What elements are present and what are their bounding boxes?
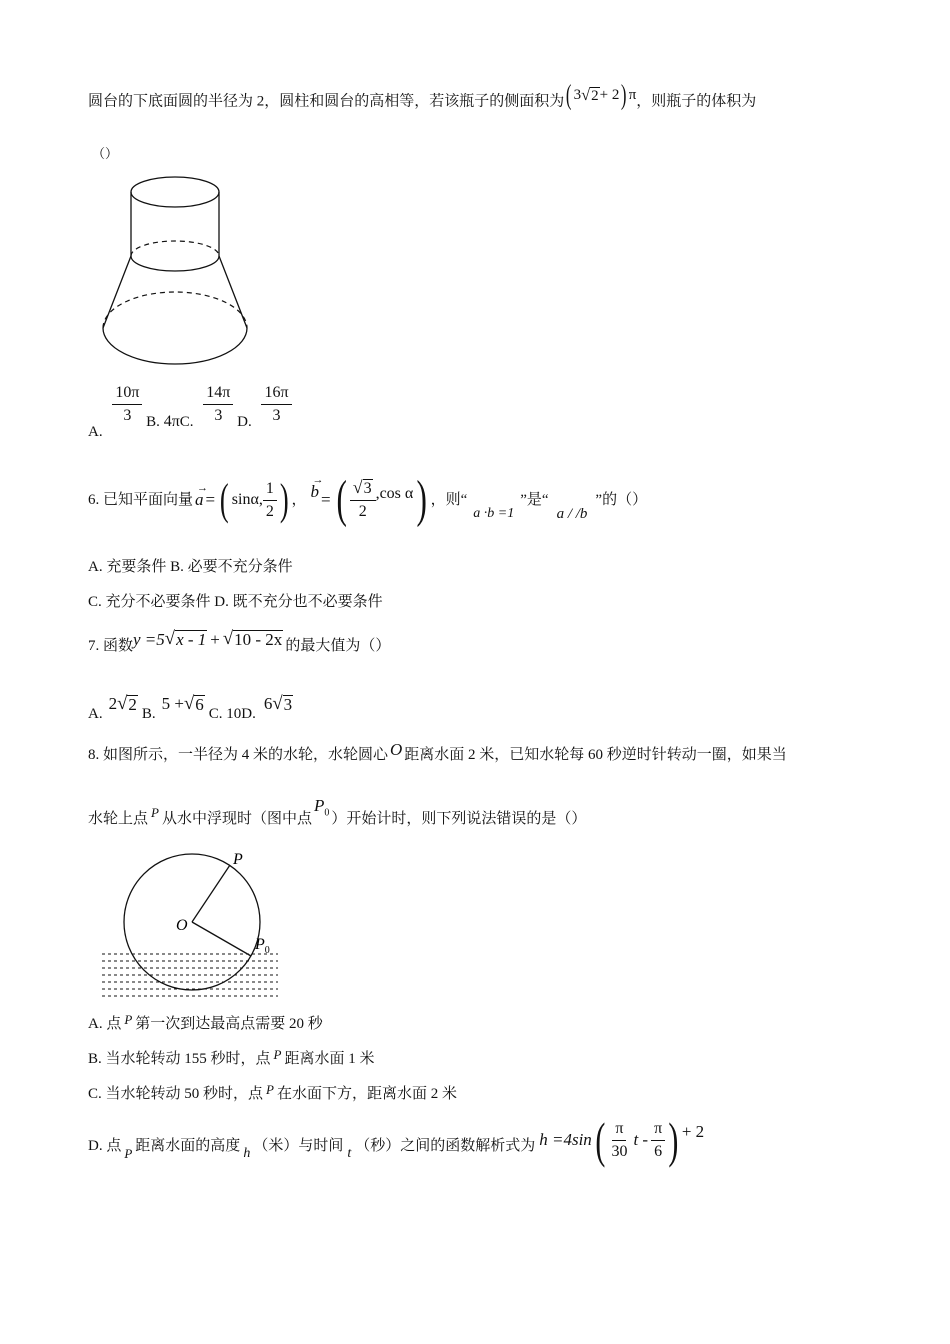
q6-end: ”的（）	[595, 492, 648, 508]
q8-option-d-P: P	[124, 1146, 133, 1161]
q8-option-d-t: t	[347, 1146, 352, 1161]
wheel-label-P: P	[233, 851, 243, 868]
q5-sqrt: √ 2	[581, 85, 599, 105]
q7-function-lhs: y =5	[133, 630, 165, 649]
q5-answer-bracket: （）	[92, 146, 119, 161]
q8-stem-line-1: 8. 如图所示，一半径为 4 米的水轮，水轮圆心 O 距离水面 2 米，已知水轮每 60 秒逆时针转动一圈，如果当	[88, 740, 787, 763]
q6-comma: ，	[291, 492, 307, 508]
q6-number: 6. 已知平面向量	[88, 492, 194, 508]
q5-stem-part2: ，则瓶子的体积为	[636, 93, 757, 110]
q7-end: 的最大值为（）	[285, 638, 391, 654]
q6-options-cd: C. 充分不必要条件 D. 既不充分也不必要条件	[88, 594, 383, 610]
q8-option-b: B. 当水轮转动 155 秒时，点 P 距离水面 1 米	[88, 1047, 375, 1067]
q6-condition-parallel: a / /b	[556, 506, 588, 522]
q7-option-c-d-labels: C. 10D.	[208, 706, 256, 722]
q5-options	[88, 384, 292, 440]
bottle-figure	[95, 172, 265, 372]
q6-vector-b: → b	[310, 474, 324, 501]
q8-option-d: D. 点 P 距离水面的高度 h （米）与时间 t （秒）之间的函数解析式为 h =4sin ( $\frac{\pi}{30}$ t - $\frac{\pi}{6}$ ) + 2	[88, 1112, 705, 1168]
q8-option-c-P: P	[266, 1082, 274, 1097]
q8-formula: h =4sin ( $\frac{\pi}{30}$ t - $\frac{\pi}{6}$ ) + 2	[539, 1112, 705, 1168]
q7-number: 7. 函数	[88, 638, 134, 654]
q5-option-c-label: C.	[179, 413, 194, 430]
q7-option-a-label: A.	[88, 706, 103, 722]
q5-option-b-label: B.	[146, 413, 160, 430]
q6-sin-alpha: sinα,	[231, 491, 263, 508]
q7-option-b-value: 5 + √ 6	[161, 692, 204, 714]
q8-option-a: A. 点 P 第一次到达最高点需要 20 秒	[88, 1012, 323, 1032]
q8-center-O: O	[390, 740, 403, 759]
q7-option-a-value: 2 √ 2	[108, 692, 137, 714]
q6-condition-dot-product: a ·b =1	[473, 506, 515, 521]
wheel-label-P0: $P_0$	[255, 936, 270, 956]
q6-stem-line: 6. 已知平面向量 → a = ( sinα, $\frac{1}{2}$ ) ， → b = ( √ 3 2 ,cos α ) ，则“ a ·b =1 ”是“ a / /b ”的（）	[88, 471, 648, 528]
q8-point-P0: $P_0$	[313, 796, 330, 819]
water-wheel-figure	[98, 850, 298, 1000]
q5-option-b-value: 4π	[163, 412, 180, 430]
q6-is: ”是“	[520, 492, 549, 508]
q5-option-d-label: D.	[237, 413, 252, 430]
wheel-label-O: O	[176, 917, 188, 934]
q5-option-c-value: $\frac{14\pi}{3}$	[203, 384, 233, 425]
q7-stem-line	[88, 626, 390, 654]
q7-plus: +	[210, 630, 220, 649]
q5-option-d-value: $\frac{16\pi}{3}$	[261, 384, 291, 425]
q6-vector-a: → a	[195, 482, 209, 509]
q7-options	[88, 688, 293, 720]
q5-area-expression: ( 3 √ 2 + 2) π	[566, 80, 637, 111]
q8-point-P: P	[151, 805, 159, 820]
q5-stem-line	[88, 80, 757, 116]
q6-cos-alpha: ,cos α	[375, 485, 414, 502]
q8-option-a-P: P	[124, 1012, 133, 1027]
q6-then: ，则“	[430, 492, 468, 508]
q8-option-c: C. 当水轮转动 50 秒时，点 P 在水面下方，距离水面 2 米	[88, 1082, 457, 1102]
q8-stem-line-2: 水轮上点 P 从水中浮现时（图中点$P_0$ ）开始计时，则下列说法错误的是（）	[88, 796, 587, 827]
q7-option-d-value: 6 √ 3	[263, 692, 293, 714]
q5-option-a-value: $\frac{10\pi}{3}$	[112, 384, 142, 425]
q6-fraction-sqrt3-over-2: √ 3 2	[350, 479, 376, 521]
q7-option-b-label: B.	[141, 706, 156, 722]
q7-radical-1: √ x - 1	[164, 628, 207, 650]
q8-option-b-P: P	[273, 1047, 282, 1062]
q6-fraction-half: $\frac{1}{2}$	[263, 480, 277, 521]
q8-option-d-h: h	[243, 1146, 251, 1161]
q5-stem-part1: 圆台的下底面圆的半径为 2，圆柱和圆台的高相等，若该瓶子的侧面积为	[88, 93, 565, 110]
q6-options-ab: A. 充要条件 B. 必要不充分条件	[88, 559, 293, 575]
q7-radical-2: √ 10 - 2x	[222, 628, 283, 650]
q5-option-a-label: A.	[88, 423, 103, 440]
